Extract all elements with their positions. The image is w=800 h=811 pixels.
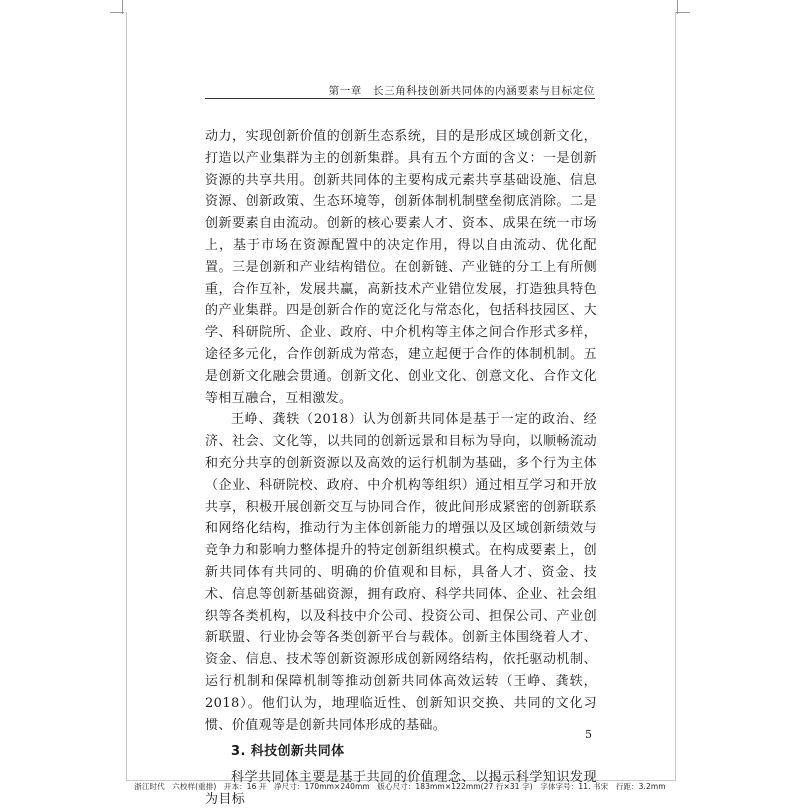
paragraph: 动力，实现创新价值的创新生态系统，目的是形成区域创新文化，打造以产业集群为主的创新集群。具有五个方面的含义：一是创新资源的共享共用。创新共同体的主要构成元素共享基础设施、信息资源、创新政策、生态环境等，创新体制机制壁垒彻底消除。二是创新要素自由流动。创新的核心要素人才、资本、成果在统一市场上，基于市场在资源配置中的决定作用，得以自由流动、优化配置。三是创新和产业结构错位。在创新链、产业链的分工上有所侧重，合作互补，发展共赢，高新技术产业错位发展，打造独具特色的产业集群。四是创新合作的宽泛化与常态化，包括科技园区、大学、科研院所、企业、政府、中介机构等主体之间合作形式多样，途径多元化，合作创新成为常态，建立起便于合作的体制机制。五是创新文化融会贯通。创新文化、创业文化、创意文化、合作文化等相互融合，互相激发。 [205, 129, 597, 406]
paragraph: 科学共同体主要是基于共同的价值理念、以揭示科学知识发现为目标 [205, 770, 597, 807]
body-text [205, 126, 597, 811]
header-rule [205, 98, 595, 99]
paragraph: 王峥、龚轶（2018）认为创新共同体是基于一定的政治、经济、社会、文化等，以共同的创新远景和目标为导向，以顺畅流动和充分共享的创新资源以及高效的运行机制为基础，多个行为主体（企业、科研院校、政府、中介机构等组织）通过相互学习和开放共享，积极开展创新交互与协同合作，彼此间形成紧密的创新联系和网络化结构，推动行为主体创新能力的增强以及区域创新绩效与竞争力和影响力整体提升的特定创新组织模式。在构成要素上，创新共同体有共同的、明确的价值观和目标，具备人才、资金、技术、信息等创新基础资源，拥有政府、科学共同体、企业、社会组织等各类机构，以及科技中介公司、投资公司、担保公司、产业创新联盟、行业协会等各类创新平台与载体。创新主体围绕着人才、资金、信息、技术等创新资源形成创新网络结构，依托驱动机制、运行机制和保障机制等推动创新共同体高效运转（王峥、龚轶，2018）。他们认为，地理临近性、创新知识交换、共同的文化习惯、价值观等是创新共同体形成的基础。 [205, 412, 597, 733]
section-heading: 3. 科技创新共同体 [231, 744, 345, 760]
imprint-line: 浙江时代 六校样(重排) 开本：16 开 净尺寸：170mm×240mm 版心尺寸：183mm×122mm(27 行×31 字) 字体字号：11. 书宋 行距：3.2mm [134, 782, 666, 791]
page-number: 5 [585, 728, 592, 741]
running-head: 第一章 长三角科技创新共同体的内涵要素与目标定位 [328, 85, 595, 97]
